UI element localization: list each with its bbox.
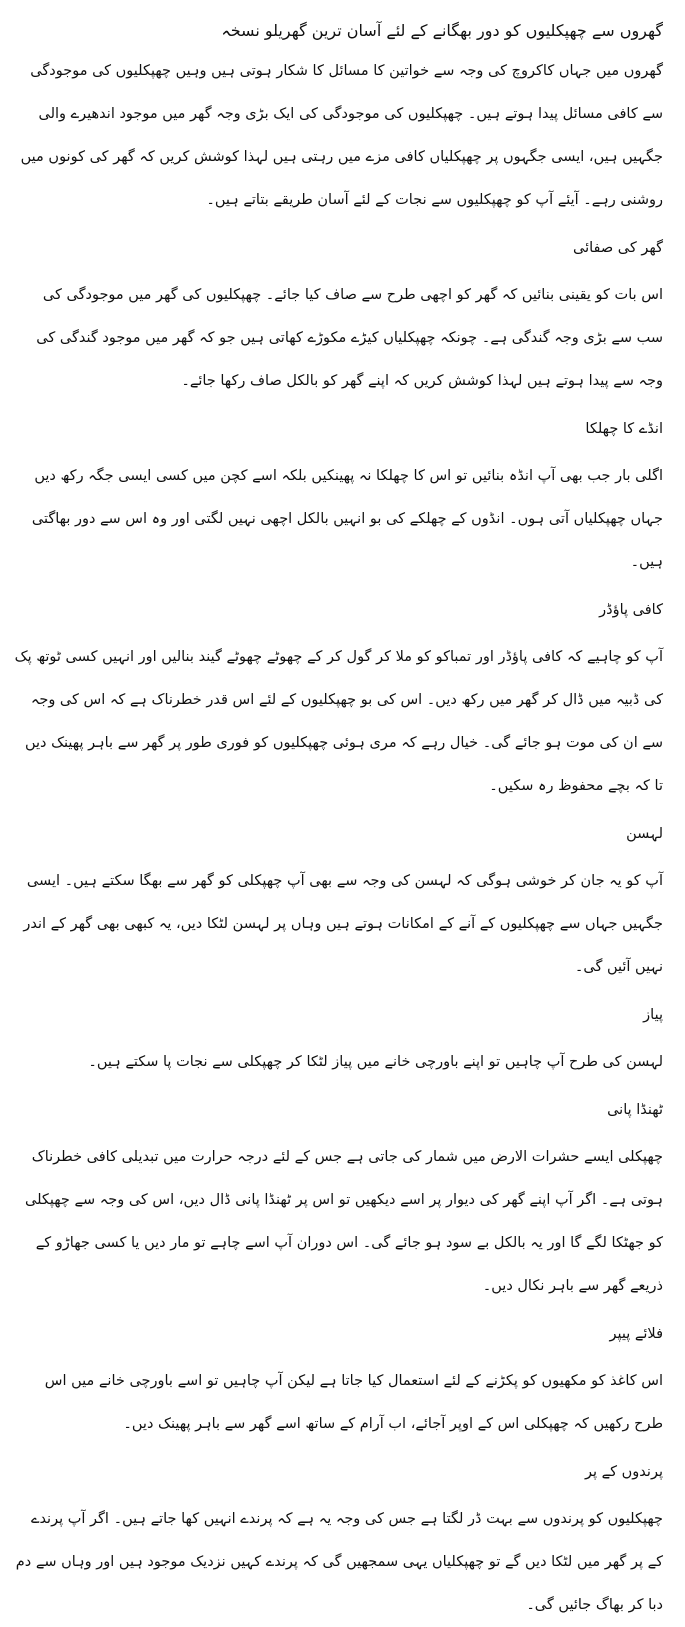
section-body-onion: لہسن کی طرح آپ چاہیں تو اپنے باورچی خانے میں پیاز لٹکا کر چھپکلی سے نجات پا سکتے ہیں۔: [88, 1054, 663, 1070]
section-heading-eggshell: انڈے کا چھلکا: [585, 421, 663, 437]
section-heading-garlic: لہسن: [626, 826, 663, 842]
section-body-cleaning: اس بات کو یقینی بنائیں کہ گھر کو اچھی طرح سے صاف کیا جائے۔ چھپکلیوں کی گھر میں موجودگی کی سب سے بڑی وجہ گندگی ہے۔ چونکہ چھپکلیاں کیڑے مکوڑے کھاتی ہیں جو کہ گھر میں موجود گندگی کی وجہ سے پیدا ہوتے ہیں لہذا کوشش کریں کہ اپنے گھر کو بالکل صاف رکھا جائے۔: [36, 287, 663, 389]
section-heading-coffee-powder: کافی پاؤڈر: [599, 602, 663, 618]
section-body-eggshell: اگلی بار جب بھی آپ انڈہ بنائیں تو اس کا چھلکا نہ پھینکیں بلکہ اسے کچن میں کسی ایسی جگہ رکھ دیں جہاں چھپکلیاں آتی ہوں۔ انڈوں کے چھلکے کی بو انہیں بالکل اچھی نہیں لگتی اور وہ اس سے دور بھاگتی ہیں۔: [31, 468, 663, 570]
section-heading-bird-feathers: پرندوں کے پر: [585, 1464, 663, 1480]
article-title: گھروں سے چھپکلیوں کو دور بھگانے کے لئے آسان ترین گھریلو نسخہ: [221, 21, 663, 40]
section-heading-onion: پیاز: [643, 1007, 663, 1023]
section-heading-cold-water: ٹھنڈا پانی: [607, 1102, 663, 1118]
section-body-fly-paper: اس کاغذ کو مکھیوں کو پکڑنے کے لئے استعمال کیا جاتا ہے لیکن آپ چاہیں تو اسے باورچی خانے میں اس طرح رکھیں کہ چھپکلی اس کے اوپر آجائے، اب آرام کے ساتھ اسے گھر سے باہر پھینک دیں۔: [44, 1373, 663, 1432]
section-body-garlic: آپ کو یہ جان کر خوشی ہوگی کہ لہسن کی وجہ سے بھی آپ چھپکلی کو گھر سے بھگا سکتے ہیں۔ ایسی جگہیں جہاں سے چھپکلیوں کے آنے کے امکانات ہوتے ہیں وہاں پر لہسن لٹکا دیں، یہ کبھی بھی گھر کے اندر نہیں آئیں گی۔: [23, 873, 663, 975]
article-intro: گھروں میں جہاں کاکروچ کی وجہ سے خواتین کا مسائل کا شکار ہوتی ہیں وہیں چھپکلیوں کی موجودگی سے کافی مسائل پیدا ہوتے ہیں۔ چھپکلیوں کی موجودگی کی ایک بڑی وجہ گھر میں موجود اندھیرے والی جگہیں ہیں، ایسی جگہوں پر چھپکلیاں کافی مزے میں رہتی ہیں لہذا کوشش کریں کہ گھر کی کونوں میں روشنی رہے۔ آیئے آپ کو چھپکلیوں سے نجات کے لئے آسان طریقے بتاتے ہیں۔: [20, 63, 663, 208]
section-body-cold-water: چھپکلی ایسے حشرات الارض میں شمار کی جاتی ہے جس کے لئے درجہ حرارت میں تبدیلی کافی خطرناک ہوتی ہے۔ اگر آپ اپنے گھر کی دیوار پر اسے دیکھیں تو اس پر ٹھنڈا پانی ڈال دیں، اس کی وجہ سے چھپکلی کو جھٹکا لگے گا اور یہ بالکل بے سود ہو جائے گی۔ اس دوران آپ اسے چاہے تو مار دیں یا کسی جھاڑو کے ذریعے گھر سے باہر نکال دیں۔: [24, 1149, 663, 1294]
section-body-coffee-powder: آپ کو چاہیے کہ کافی پاؤڈر اور تمباکو کو ملا کر گول کر کے چھوٹے چھوٹے گیند بنالیں اور انہیں کسی ٹوتھ پک کی ڈبیہ میں ڈال کر گھر میں رکھ دیں۔ اس کی بو چھپکلیوں کے لئے اس قدر خطرناک ہے کہ اس کی وجہ سے ان کی موت ہو جائے گی۔ خیال رہے کہ مری ہوئی چھپکلیوں کو فوری طور پر گھر سے باہر پھینک دیں تا کہ بچے محفوظ رہ سکیں۔: [14, 649, 663, 794]
section-body-bird-feathers: چھپکلیوں کو پرندوں سے بہت ڈر لگتا ہے جس کی وجہ یہ ہے کہ پرندے انہیں کھا جاتے ہیں۔ اگر آپ پرندے کے پر گھر میں لٹکا دیں گے تو چھپکلیاں یہی سمجھیں گی کہ پرندے کہیں نزدیک موجود ہیں اور وہاں سے دم دبا کر بھاگ جائیں گی۔: [15, 1511, 663, 1613]
section-heading-fly-paper: فلائے پیپر: [609, 1326, 663, 1342]
section-heading-cleaning: گھر کی صفائی: [573, 240, 663, 256]
